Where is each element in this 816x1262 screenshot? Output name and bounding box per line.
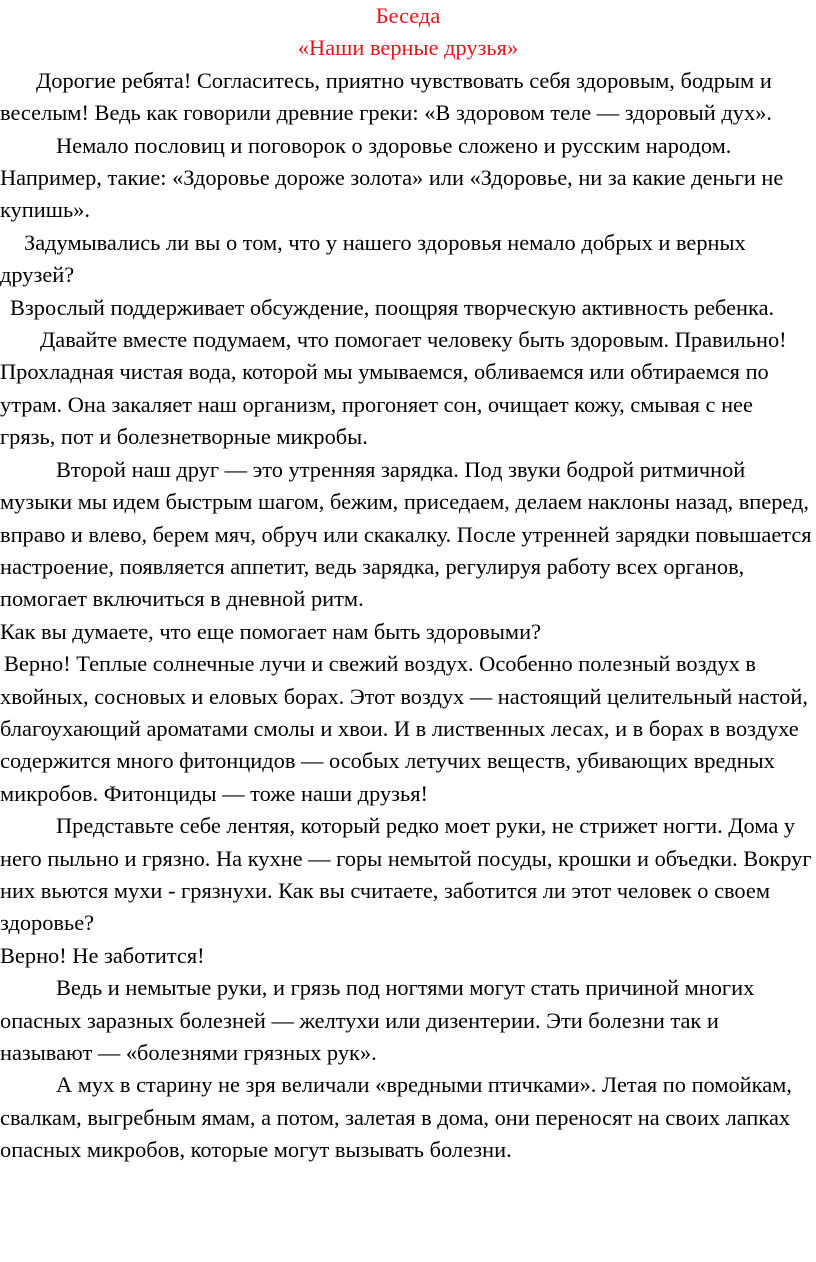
paragraph-sun-air: Верно! Теплые солнечные лучи и свежий воздух. Особенно полезный воздух в хвойных, сосновых и еловых борах. Этот воздух — настоящий целительный настой, благоухающий ароматами смолы и хвои. И в лиственных лесах, и в борах в воздухе содержится много фитонцидов — особых летучих веществ, убивающих вредных микробов. Фитонциды — тоже наши друзья! (0, 651, 808, 806)
paragraph-dirty-hands: Ведь и немытые руки, и грязь под ногтями могут стать причиной многих опасных заразных болезней — желтухи или дизентерии. Эти болезни так и называют — «болезнями грязных рук». (0, 975, 755, 1065)
paragraph-greeting: Дорогие ребята! Согласитесь, приятно чувствовать себя здоровым, бодрым и веселым! Ведь как говорили древние греки: «В здоровом теле — здоровый дух». (0, 67, 772, 126)
document-subtitle: «Наши верные друзья» (297, 35, 519, 61)
paragraph-adult-note: Взрослый поддерживает обсуждение, поощряя творческую активность ребенка. (10, 294, 775, 320)
paragraph-lazy-person: Представьте себе лентяя, который редко моет руки, не стрижет ногти. Дома у него пыльно и грязно. На кухне — горы немытой посуды, крошки и объедки. Вокруг них вьются мухи - грязнухи. Как вы считаете, заботится ли этот человек о своем здоровье? (0, 813, 812, 936)
paragraph-proverbs: Немало пословиц и поговорок о здоровье сложено и русским народом. Например, такие: «Здоровье дороже золота» или «Здоровье, ни за какие деньги не купишь». (0, 132, 784, 223)
paragraph-flies: А мух в старину не зря величали «вредными птичками». Летая по помойкам, свалкам, выгребным ямам, а потом, залетая в дома, они переносят на своих лапках опасных микробов, которые могут вызывать болезни. (0, 1072, 792, 1163)
document-title: Беседа (375, 3, 441, 28)
paragraph-exercise: Второй наш друг — это утренняя зарядка. Под звуки бодрой ритмичной музыки мы идем быстрым шагом, бежим, приседаем, делаем наклоны назад, вперед, вправо и влево, берем мяч, обруч или скакалку. После утренней зарядки повышается настроение, появляется аппетит, ведь зарядка, регулируя работу всех органов, помогает включиться в дневной ритм. (0, 456, 812, 612)
paragraph-question-health: Как вы думаете, что еще помогает нам быть здоровыми? (0, 618, 542, 644)
paragraph-answer: Верно! Не заботится! (0, 942, 205, 968)
paragraph-question-friends: Задумывались ли вы о том, что у нашего здоровья немало добрых и верных друзей? (0, 229, 746, 288)
paragraph-water: Давайте вместе подумаем, что помогает человеку быть здоровым. Правильно! Прохладная чистая вода, которой мы умываемся, обливаемся или обтираемся по утрам. Она закаляет наш организм, прогоняет сон, очищает кожу, смывая с нее грязь, пот и болезнетворные микробы. (0, 327, 787, 450)
